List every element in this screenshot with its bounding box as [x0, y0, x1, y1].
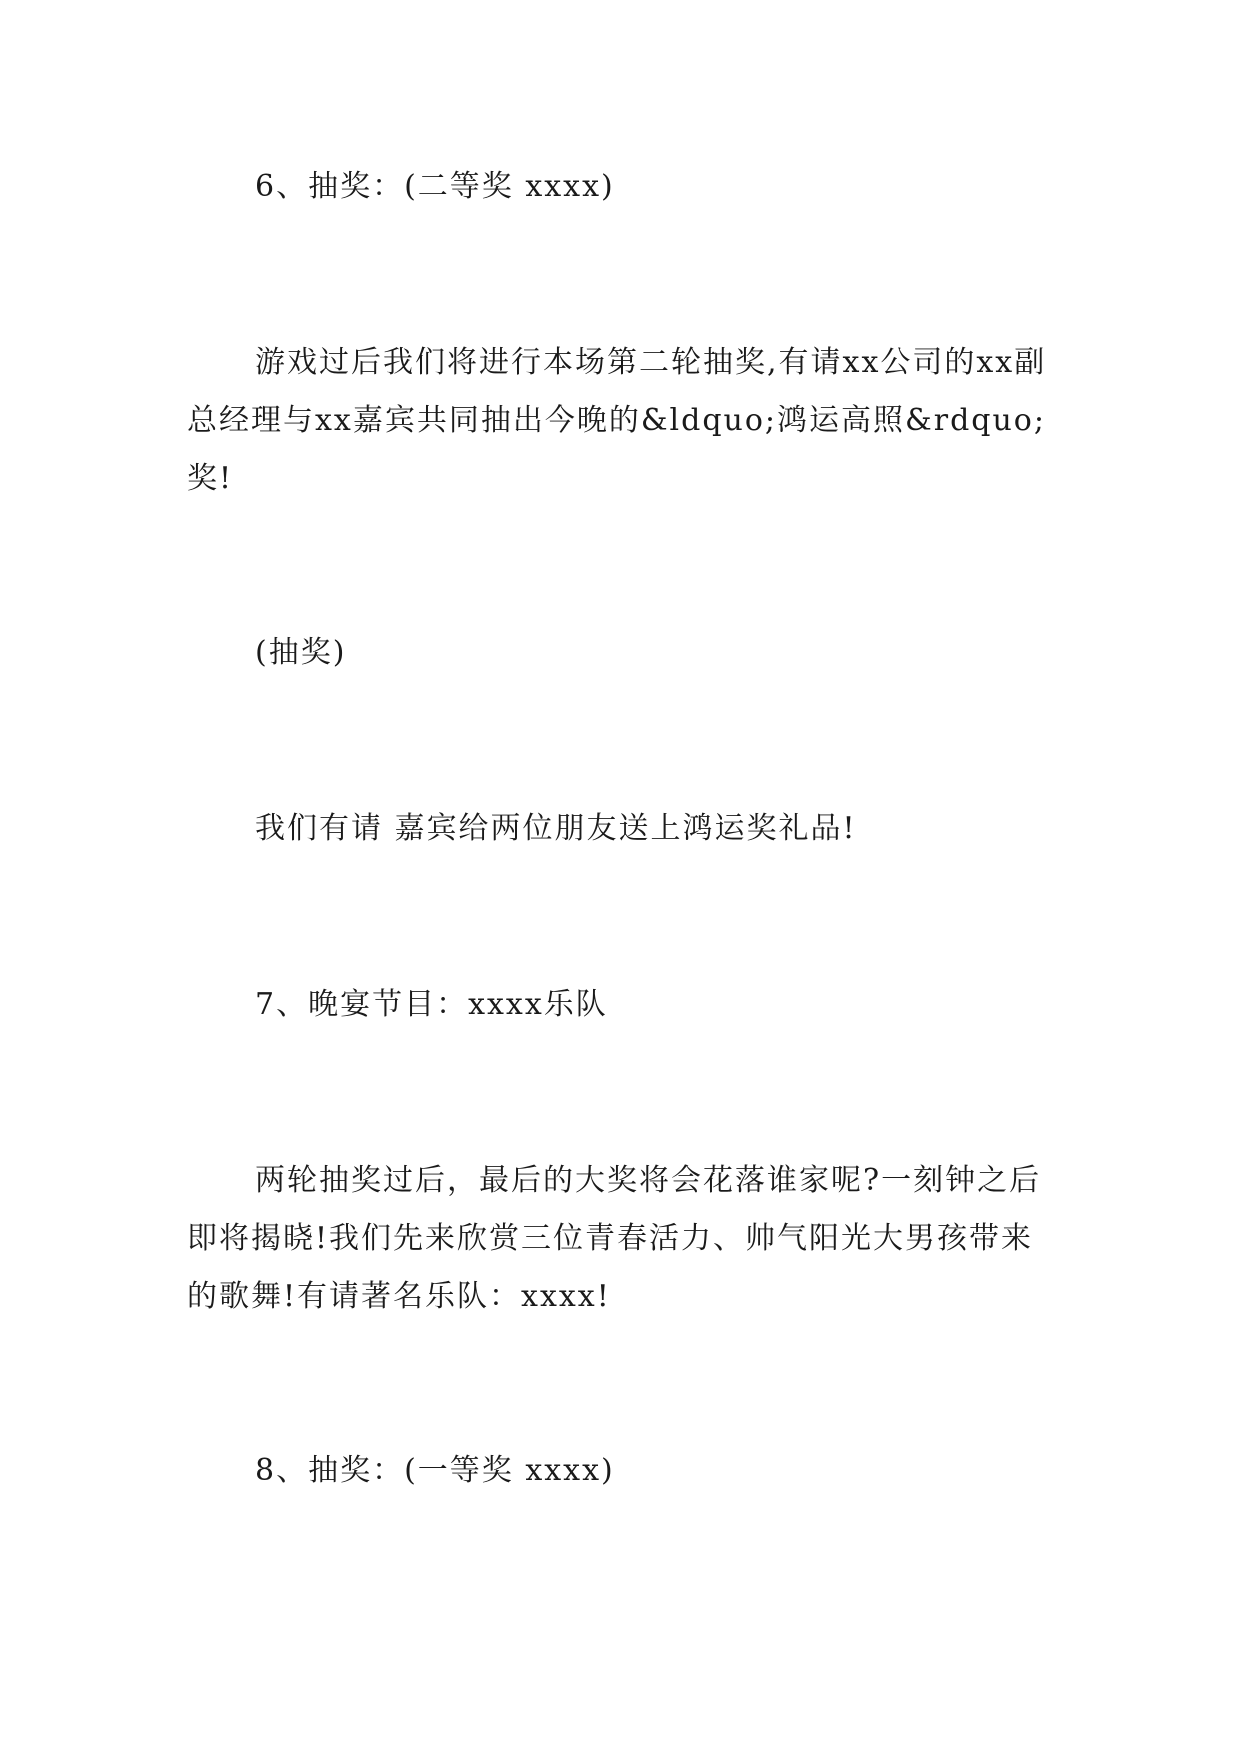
- section-6-heading: 6、抽奖：(二等奖 xxxx): [255, 169, 615, 204]
- section-6-paragraph: 游戏过后我们将进行本场第二轮抽奖,有请xx公司的xx副总经理与xx嘉宾共同抽出今晚的&ldquo;鸿运高照&rdquo;奖!: [187, 345, 1047, 496]
- section-7-heading: 7、晚宴节目：xxxx乐队: [255, 987, 608, 1022]
- draw-note: (抽奖): [255, 635, 347, 670]
- section-7-paragraph: 两轮抽奖过后，最后的大奖将会花落谁家呢?一刻钟之后即将揭晓!我们先来欣赏三位青春活力、帅气阳光大男孩带来的歌舞!有请著名乐队：xxxx!: [187, 1163, 1042, 1314]
- section-8-heading: 8、抽奖：(一等奖 xxxx): [255, 1453, 615, 1488]
- gift-line: 我们有请 嘉宾给两位朋友送上鸿运奖礼品!: [255, 811, 857, 846]
